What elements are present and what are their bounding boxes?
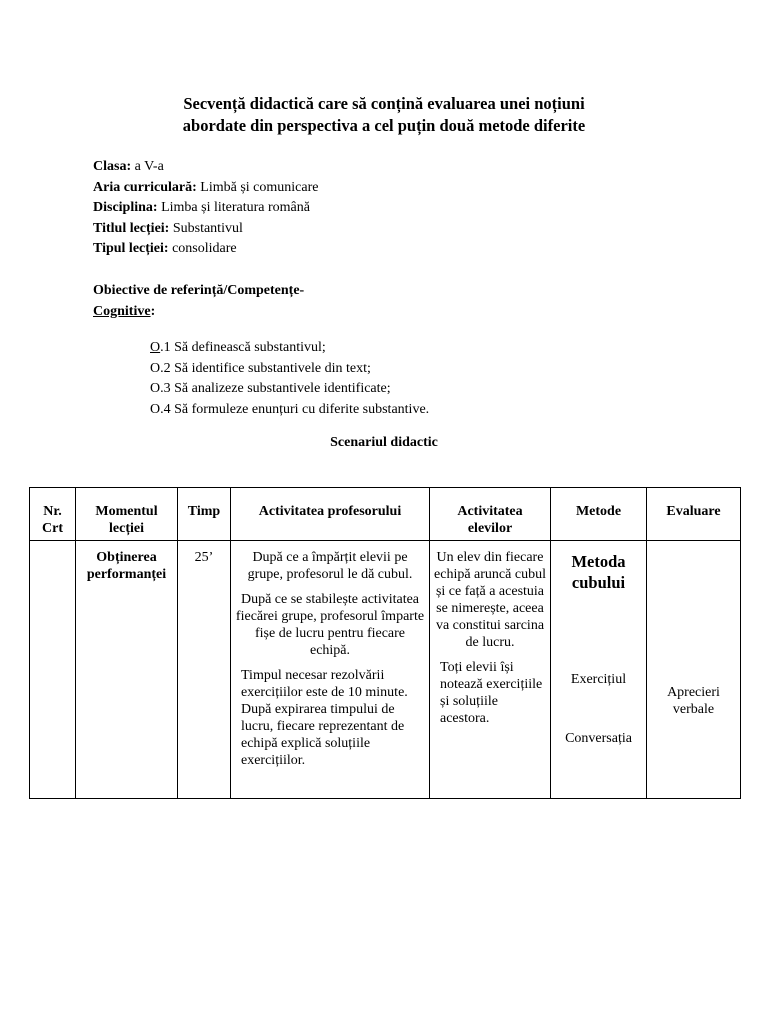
cell-nr: [30, 541, 76, 799]
evaluation-text: Aprecieri verbale: [667, 685, 720, 717]
method-conversation: Conversația: [565, 731, 632, 746]
objective-item: [150, 400, 429, 421]
objective-prefix: O: [150, 360, 161, 376]
info-label: Titlul lecției:: [93, 220, 170, 236]
header-timp: Timp: [178, 488, 231, 541]
objectives-title: Obiective de referință/Competențe-: [93, 283, 305, 298]
cognitive-colon: :: [150, 303, 156, 319]
info-label: Clasa:: [93, 159, 132, 174]
cell-evaluare: [647, 541, 741, 799]
lesson-info: [93, 157, 318, 260]
objective-text: .3 Să analizeze substantivele identificate;: [160, 381, 391, 396]
info-curricular-area: [93, 178, 318, 199]
document-title: [0, 93, 768, 137]
objective-text: .2 Să identifice substantivele din text;: [160, 360, 371, 376]
info-lesson-title: [93, 219, 318, 240]
prof-paragraph-2: După ce se stabilește activitatea fiecărei grupe, profesorul împarte fișe de lucru pentru fiecare echipă.: [235, 592, 425, 658]
info-lesson-type: [93, 239, 318, 260]
objective-text: .1 Să definească substantivul;: [160, 340, 326, 355]
objectives-list: [150, 338, 429, 420]
cognitive-label: Cognitive: [93, 303, 151, 319]
cell-moment: Obținerea performanței: [76, 541, 178, 799]
info-value: Limbă și comunicare: [196, 179, 319, 195]
prof-paragraph-1: După ce a împărțit elevii pe grupe, profesorul le dă cubul.: [247, 550, 413, 582]
objective-item: [150, 379, 429, 400]
objective-prefix: O: [150, 381, 161, 396]
header-nr: Nr. Crt: [30, 488, 76, 541]
elevi-paragraph-1: Un elev din fiecare echipă aruncă cubul și ce față a acestuia se nimerește, aceea va constitui sarcina de lucru.: [434, 550, 546, 650]
objective-item: [150, 338, 429, 359]
method-exercise: Exercițiul: [570, 672, 627, 687]
cell-prof: [231, 541, 430, 799]
title-line-2: abordate din perspectiva a cel puțin două metode diferite: [182, 116, 586, 135]
table-header-row: [30, 488, 741, 541]
info-label: Disciplina:: [93, 200, 158, 215]
table-row: [30, 541, 741, 799]
cell-timp: 25’: [178, 541, 231, 799]
elevi-paragraph-2: Toți elevii își notează exercițiile și soluțiile acestora.: [440, 660, 543, 726]
info-discipline: [93, 198, 318, 219]
info-value: Limba și literatura română: [157, 200, 310, 215]
objective-text: .4 Să formuleze enunțuri cu diferite substantive.: [160, 401, 430, 417]
header-elevi: Activitatea elevilor: [430, 488, 551, 541]
method-cube: Metoda cubului: [571, 552, 626, 592]
objective-prefix: O: [150, 401, 161, 417]
info-label: Tipul lecției:: [93, 241, 169, 256]
cell-metode: [551, 541, 647, 799]
info-value: consolidare: [168, 241, 237, 256]
scenario-title: Scenariul didactic: [330, 435, 438, 450]
info-value: a V-a: [131, 159, 164, 174]
cell-elevi: [430, 541, 551, 799]
objective-prefix: O: [150, 340, 161, 355]
info-label: Aria curriculară:: [93, 179, 197, 195]
info-class: [93, 157, 318, 178]
header-prof: Activitatea profesorului: [231, 488, 430, 541]
cognitive-heading: [93, 302, 304, 323]
info-value: Substantivul: [169, 220, 243, 236]
header-metode: Metode: [551, 488, 647, 541]
title-line-1: Secvență didactică care să conțină evaluarea unei noțiuni: [183, 94, 585, 113]
lesson-table: [29, 487, 741, 799]
prof-paragraph-3: Timpul necesar rezolvării exercițiilor este de 10 minute. După expirarea timpului de lucru, fiecare reprezentant de echipă explică soluțiile exercițiilor.: [241, 668, 408, 768]
objective-item: [150, 359, 429, 380]
header-evaluare: Evaluare: [647, 488, 741, 541]
objectives-heading: [93, 281, 304, 322]
header-moment: Momentul lecției: [76, 488, 178, 541]
